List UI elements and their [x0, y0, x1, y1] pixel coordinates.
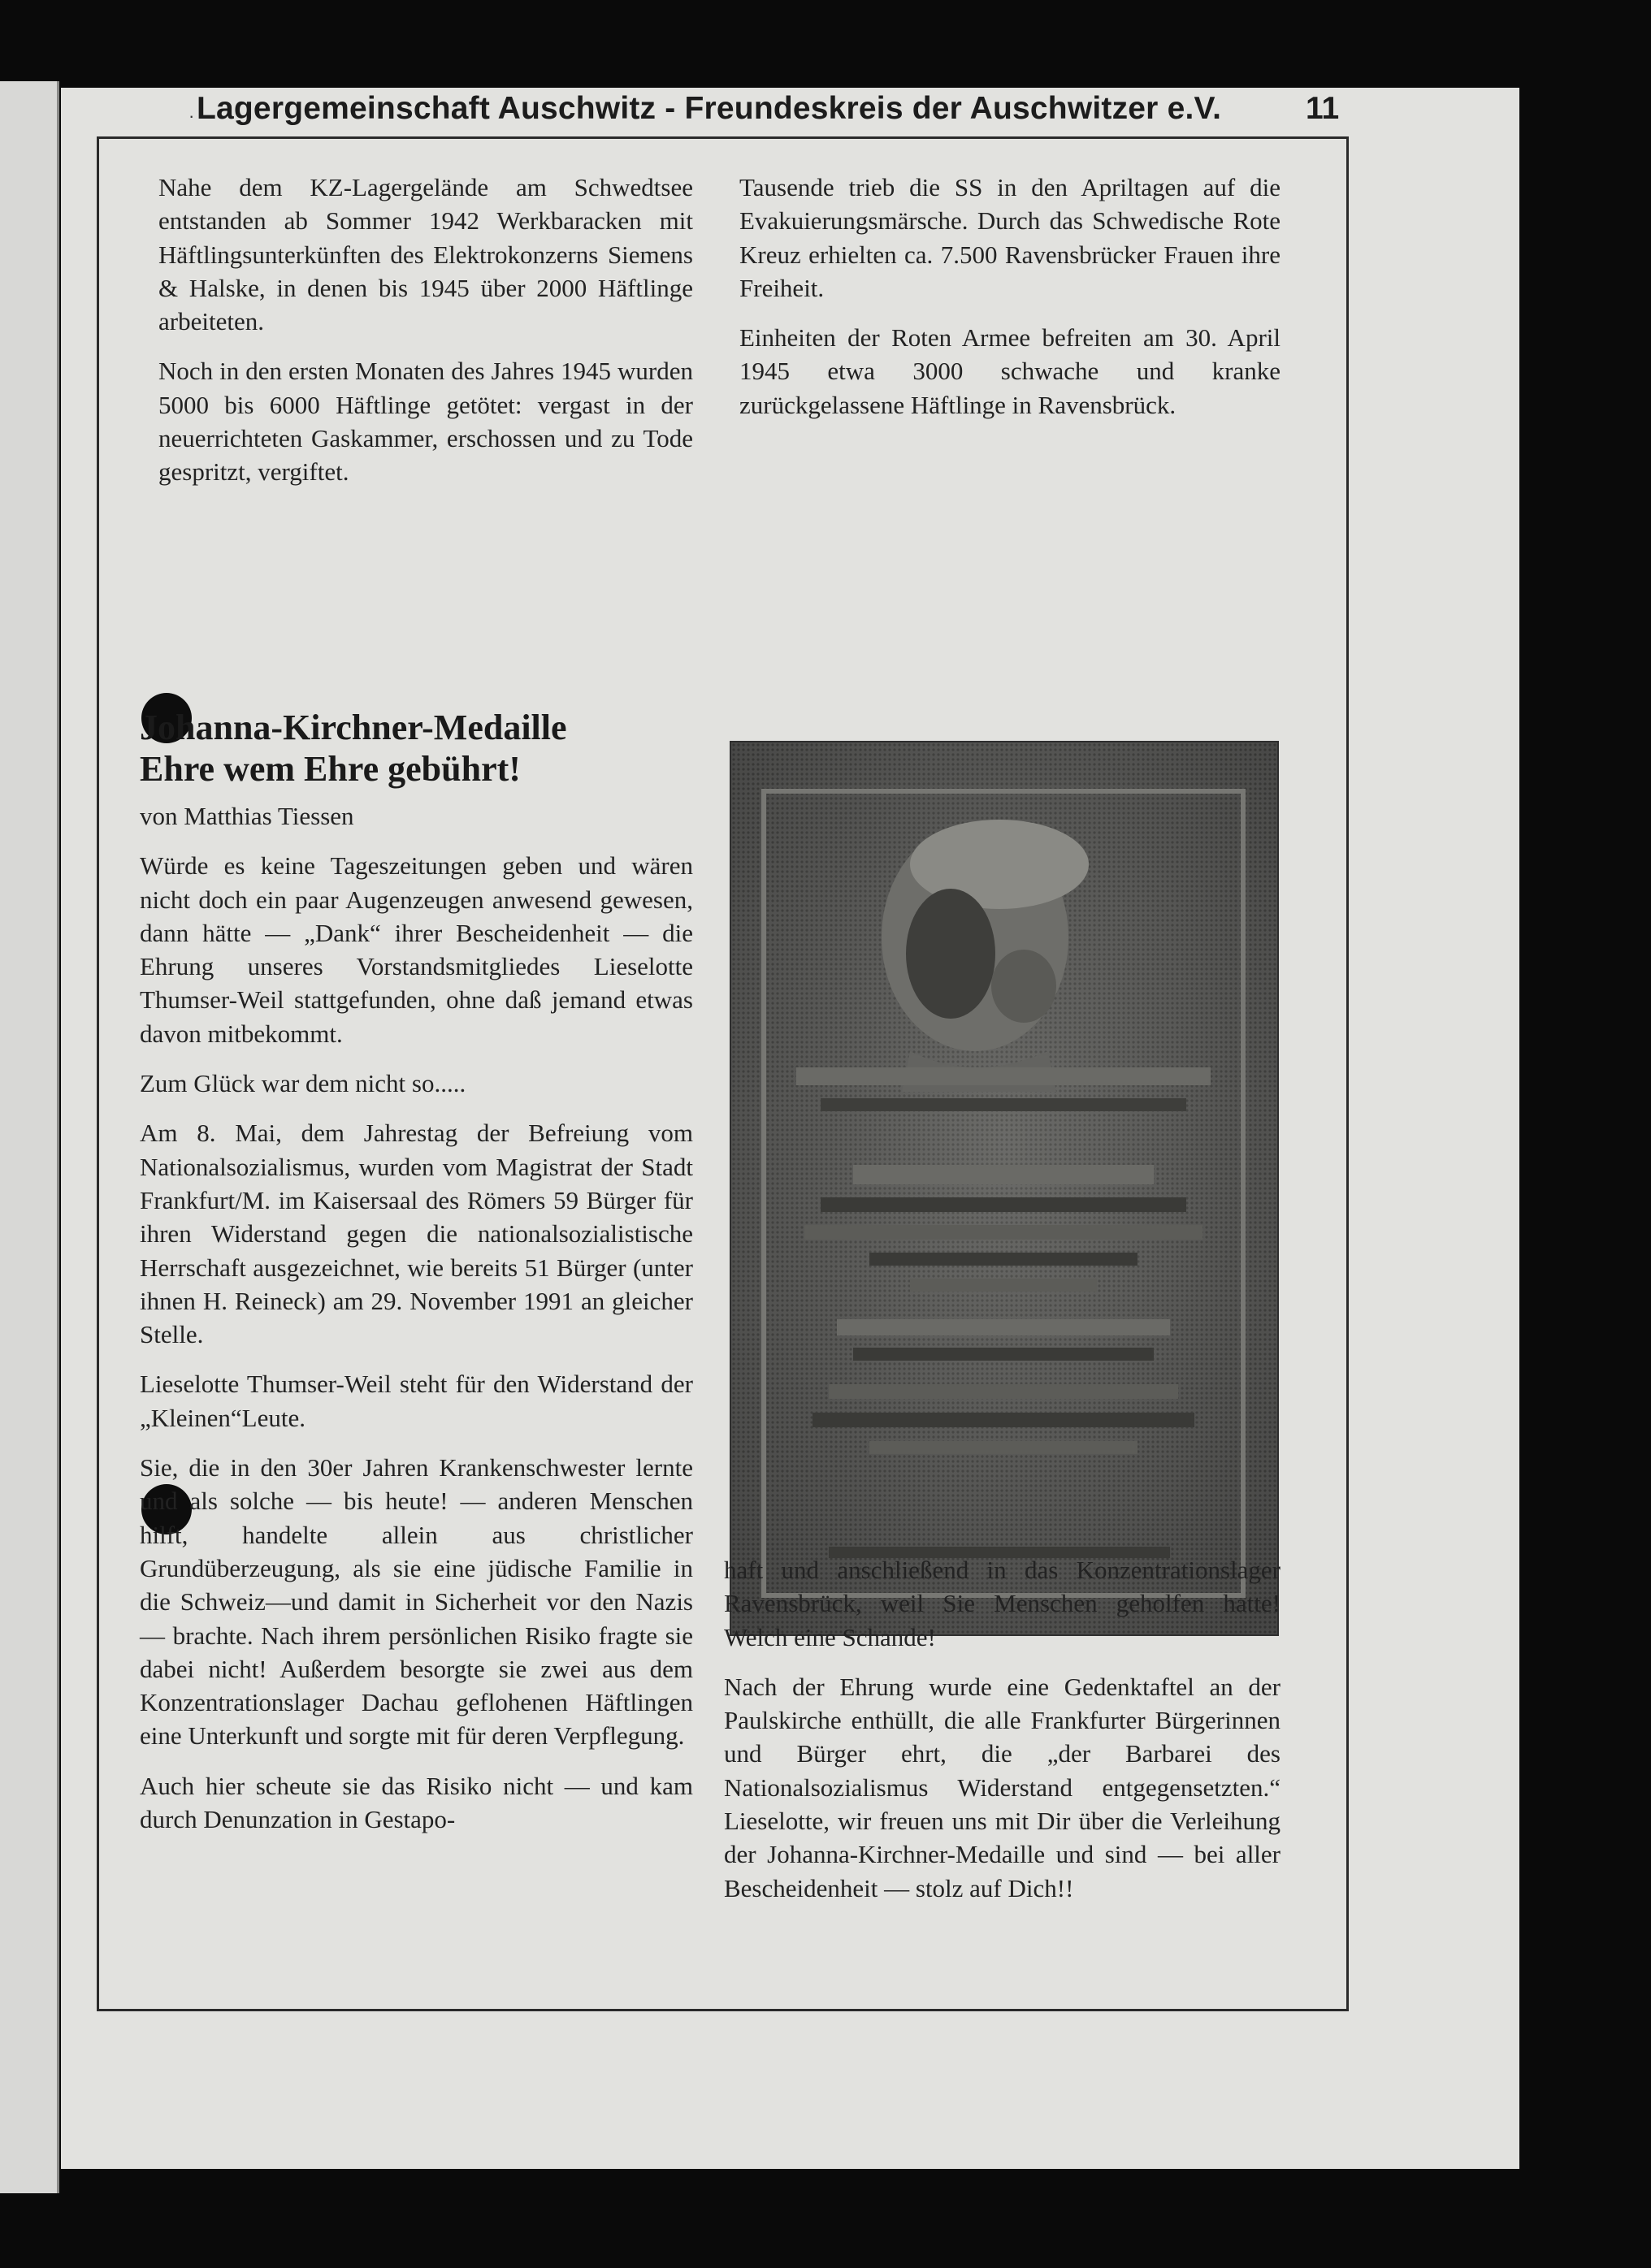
paragraph: Sie, die in den 30er Jahren Krankenschwester lernte und als solche — bis heute! — anderen Menschen hilft, handelte allein aus christlicher Grundüberzeugung, als sie eine jüdische Familie in die Schweiz—und damit in Sicherheit vor den Nazis — brachte. Nach ihrem persönlichen Risiko fragte sie dabei nicht! Außerdem besorgte sie zwei aus dem Konzentrationslager Dachau geflohenen Häftlingen eine Unterkunft und sorgte mit für deren Verpflegung.: [140, 1453, 693, 1751]
paragraph: Tausende trieb die SS in den Apriltagen auf die Evakuierungsmärsche. Durch das Schwedische Rote Kreuz erhielten ca. 7.500 Ravensbrücker Frauen ihre Freiheit.: [739, 173, 1280, 302]
paragraph: Würde es keine Tageszeitungen geben und wären nicht doch ein paar Augenzeugen anwesend gewesen, dann hätte — „Dank“ ihrer Bescheidenheit — die Ehrung unseres Vorstandsmitgliedes Lieselotte Thumser-Weil stattgefunden, ohne daß jemand etwas davon mitbekommt.: [140, 851, 693, 1048]
byline: von Matthias Tiessen: [140, 802, 354, 830]
paragraph: Nach der Ehrung wurde eine Gedenktaftel an der Paulskirche enthüllt, die alle Frankfurter Bürgerinnen und Bürger ehrt, die „der Barbarei des Nationalsozialismus Widerstand entgegensetzten.“ Lieselotte, wir freuen uns mit Dir über die Verleihung der Johanna-Kirchner-Medaille und sind — bei aller Bescheidenheit — stolz auf Dich!!: [724, 1672, 1280, 1902]
article-continuation-column: [724, 1553, 1280, 1921]
paragraph: Noch in den ersten Monaten des Jahres 1945 wurden 5000 bis 6000 Häftlinge getötet: vergast in der neuerrichteten Gaskammer, erschossen und zu Tode gespritzt, vergiftet.: [158, 357, 693, 487]
intro-column-right: [739, 171, 1280, 438]
memorial-plaque-photo: [730, 741, 1279, 1636]
paragraph: Auch hier scheute sie das Risiko nicht — und kam durch Denunzation in Gestapo-: [140, 1771, 693, 1834]
article-column: [140, 707, 693, 1852]
article-subtitle-line: Ehre wem Ehre gebührt!: [140, 749, 521, 789]
article-title: [140, 707, 693, 790]
intro-column-left: [158, 171, 693, 505]
paragraph: Zum Glück war dem nicht so.....: [140, 1069, 466, 1098]
paragraph: Lieselotte Thumser-Weil steht für den Widerstand der „Kleinen“Leute.: [140, 1370, 693, 1432]
stray-mark: ·: [188, 106, 195, 126]
page-number: 11: [1306, 91, 1340, 126]
paragraph: Nahe dem KZ-Lagergelände am Schwedtsee entstanden ab Sommer 1942 Werkbaracken mit Häftlingsunterkünften des Elektrokonzerns Siemens & Halske, in denen bis 1945 über 2000 Häftlinge arbeiteten.: [158, 173, 693, 336]
facing-page-edge: [0, 81, 59, 2193]
paragraph: Am 8. Mai, dem Jahrestag der Befreiung vom Nationalsozialismus, wurden vom Magistrat der Stadt Frankfurt/M. im Kaisersaal des Römers 59 Bürger für ihren Widerstand gegen die nationalsozialistische Herrschaft ausgezeichnet, wie bereits 51 Bürger (unter ihnen H. Reineck) am 29. November 1991 an gleicher Stelle.: [140, 1119, 693, 1349]
paragraph: haft und anschließend in das Konzentrationslager Ravensbrück, weil Sie Menschen geholfen hatte! Welch eine Schande!: [724, 1556, 1280, 1651]
article-title-line: Johanna-Kirchner-Medaille: [140, 708, 567, 747]
running-header: Lagergemeinschaft Auschwitz - Freundeskreis der Auschwitzer e.V.: [197, 91, 1222, 126]
paragraph: Einheiten der Roten Armee befreiten am 30. April 1945 etwa 3000 schwache und kranke zurückgelassene Häftlinge in Ravensbrück.: [739, 323, 1280, 419]
